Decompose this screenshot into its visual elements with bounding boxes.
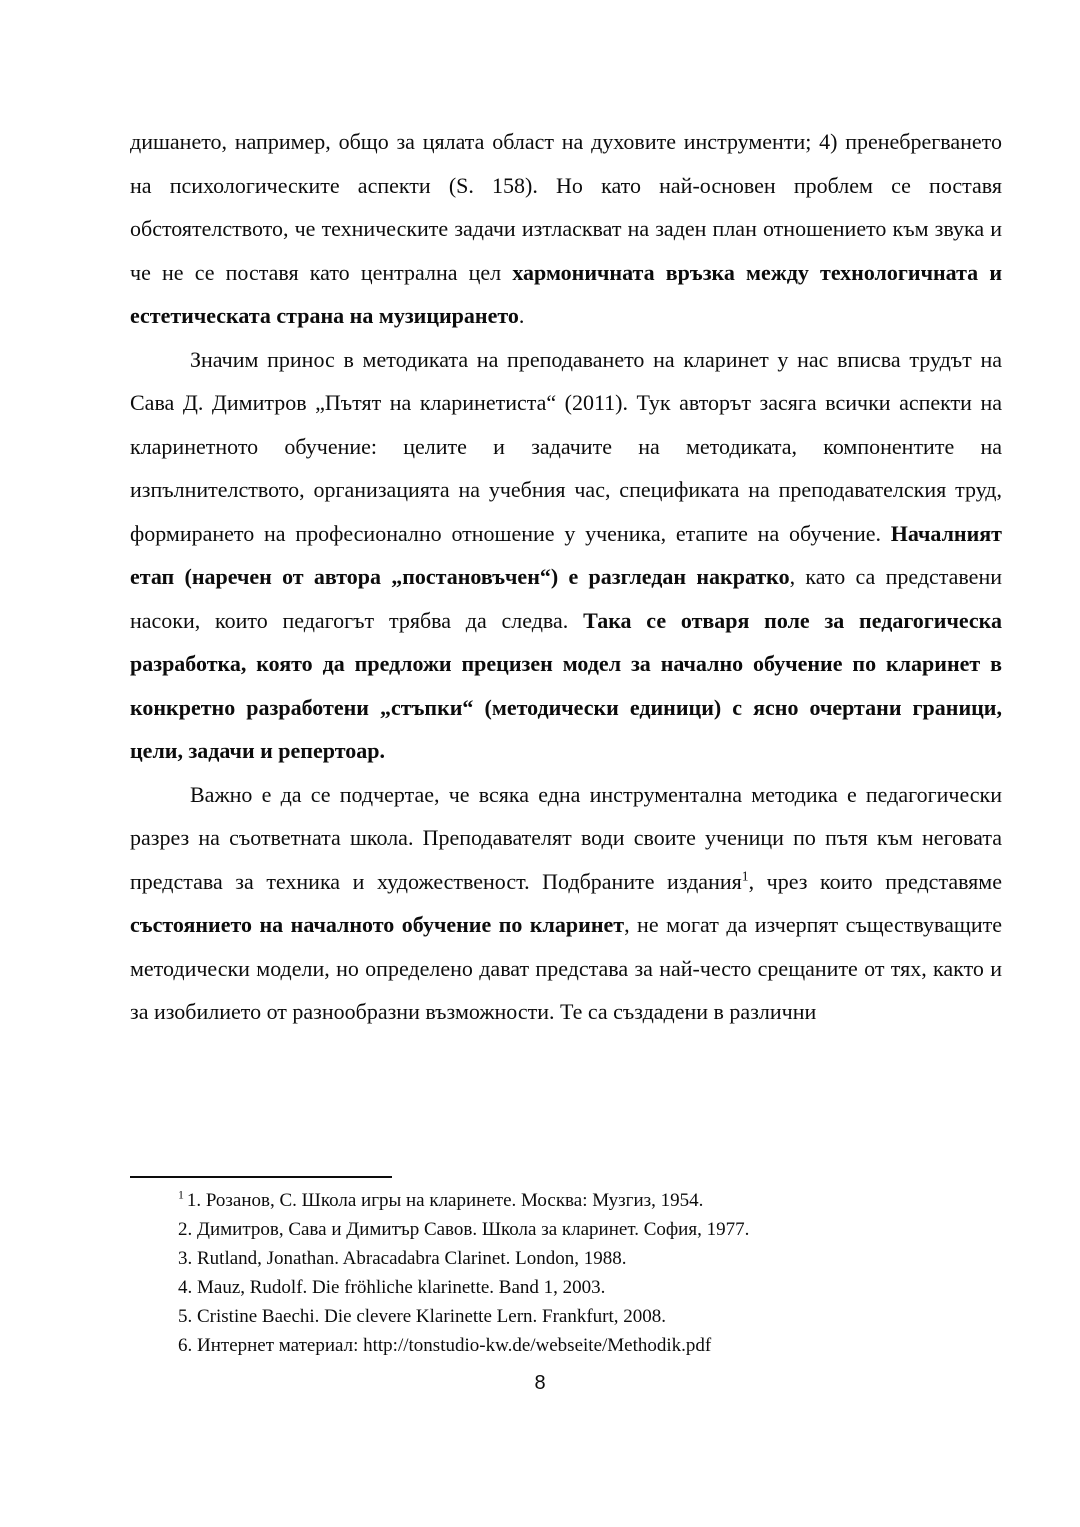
- text-run: дишането, например, общо за цялата област на духовите инструменти; 4) пренебрегването на психологическите аспекти (S. 158). Но като най-основен проблем се поставя обстоятелството, че техническите задачи изтласкват на заден план отношението към звука и че не се поставя като централна цел: [130, 129, 1002, 285]
- footnote-separator-rule: [130, 1176, 392, 1178]
- page-number: 8: [534, 1372, 546, 1394]
- text-run: , не могат да изчерпят съществуващите методически модели, но определено дават представа за най-често срещаните от тях, както и за изобилието от разнообразни възможности. Те са създадени в различни: [130, 912, 1002, 1024]
- footnote-item: 6. Интернет материал: http://tonstudio-kw.de/webseite/Methodik.pdf: [178, 1335, 712, 1356]
- bold-text-run: Началният етап (наречен от автора „постановъчен“) е разгледан накратко: [130, 520, 1002, 589]
- footnote-item: $^1$ 1. Розанов, С. Школа игры на кларинете. Москва: Музгиз, 1954.: [178, 1188, 704, 1211]
- text-run: Значим принос в методиката на преподаването на кларинет у нас вписва трудът на Сава Д. Димитров „Пътят на кларинетиста“ (2011). Тук авторът засяга всички аспекти на кларинетното обучение: целите и задачите на методиката, компонентите на изпълнителството, организацията на учебния час, спецификата на преподавателския труд, формирането на професионално отношение у ученика, етапите на обучение.: [130, 346, 1002, 546]
- footnote-item: 2. Димитров, Сава и Димитър Савов. Школа за кларинет. София, 1977.: [178, 1219, 750, 1240]
- bold-text-run: състоянието на началното обучение по кларинет: [130, 912, 625, 937]
- footnote-list: [130, 1186, 1002, 1360]
- footnote-item: 3. Rutland, Jonathan. Abracadabra Clarinet. London, 1988.: [178, 1248, 627, 1269]
- footnote-section: [130, 1176, 1002, 1360]
- text-run: .: [518, 303, 525, 328]
- bold-text-run: Така се отваря поле за педагогическа разработка, която да предложи прецизен модел за начално обучение по кларинет в конкретно разработени „стъпки“ (методически единици) с ясно очертани граници, цели, задачи и репертоар.: [130, 607, 1002, 763]
- footnote-item: 5. Cristine Baechi. Die clevere Klarinette Lern. Frankfurt, 2008.: [178, 1306, 667, 1327]
- text-run: , като са представени насоки, които педагогът трябва да следва.: [130, 564, 1002, 633]
- footnote-reference: 1: [741, 868, 749, 884]
- footnote-item: 4. Mauz, Rudolf. Die fröhliche klarinette. Band 1, 2003.: [178, 1277, 606, 1298]
- body-paragraphs: [130, 120, 1002, 1034]
- bold-text-run: хармоничната връзка между технологичната и естетическата страна на музицирането: [130, 259, 1002, 328]
- paragraph: [130, 120, 1002, 338]
- text-run: Важно е да се подчертае, че всяка една инструментална методика е педагогически разрез на съответната школа. Преподавателят води своите ученици по пътя към неговата представа за техника и художественост. Подбраните издания: [130, 781, 1002, 894]
- text-run: , чрез които представяме: [748, 868, 1002, 894]
- paragraph: [130, 338, 1002, 773]
- footnote-marker: 1: [178, 1188, 187, 1202]
- paragraph: [130, 773, 1002, 1034]
